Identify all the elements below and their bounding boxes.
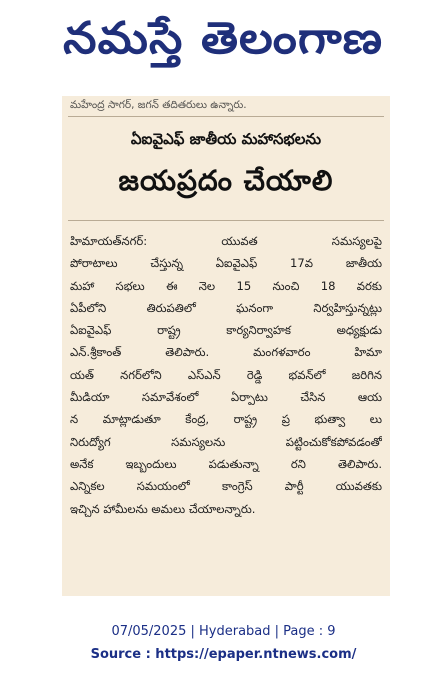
article-kicker: ఏఐవైఎఫ్ జాతీయ మహాసభలను: [130, 130, 322, 148]
article-body: [70, 230, 382, 520]
article-headline: జయప్రదం చేయాలి: [118, 164, 334, 197]
body-line: ఇచ్చిన హామీలను అమలు చేయాలన్నారు.: [70, 501, 256, 516]
body-line: అనేక ఇబ్బందులు పడుతున్నా రని తెలిపారు.: [70, 456, 382, 471]
body-line: పోరాటాలు చేస్తున్న ఏఐవైఎఫ్ 17వ జాతీయ: [70, 256, 382, 271]
divider-top: [68, 116, 384, 117]
masthead-title: నమస్తే తెలంగాణ: [63, 13, 384, 64]
dateline: 07/05/2025 | Hyderabad | Page : 9: [111, 624, 336, 639]
body-line: ఎన్నికల సమయంలో కాంగ్రెస్ పార్టీ యువతకు: [70, 479, 382, 494]
body-line: నిరుద్యోగ సమస్యలను పట్టించుకోకపోవడంతో: [70, 434, 382, 449]
body-line: యత్ నగర్‌లోని ఎస్ఎన్ రెడ్డి భవన్‌లో జరిగిన: [70, 367, 382, 382]
body-line: న మాట్లాడుతూ కేంద్ర, రాష్ట్ర ప్ర భుత్వా లు: [70, 412, 382, 427]
source-line: Source : https://epaper.ntnews.com/: [90, 647, 357, 662]
article-clipping: [62, 96, 390, 596]
body-line: మీడియా సమావేశంలో ఏర్పాటు చేసిన ఆయ: [70, 390, 382, 405]
body-line: ఏఐవైఎఫ్ రాష్ట్ర కార్యనిర్వాహక అధ్యక్షుడు: [70, 323, 382, 338]
body-line: హిమాయత్‌నగర్: యువత సమస్యలపై: [70, 234, 382, 248]
previous-article-fragment: మహేంద్ర సాగర్, జగన్ తదితరులు ఉన్నారు.: [70, 99, 247, 111]
body-line: మహా సభలు ఈ నెల 15 నుంచి 18 వరకు: [70, 278, 382, 293]
body-line: ఎన్.శ్రీకాంత్ తెలిపారు. మంగళవారం హిమా: [70, 345, 382, 360]
newspaper-masthead: [0, 0, 447, 88]
divider-headline: [68, 220, 384, 221]
body-line: ఏపీలోని తిరుపతిలో ఘనంగా నిర్వహిస్తున్నట్లు: [70, 300, 382, 315]
